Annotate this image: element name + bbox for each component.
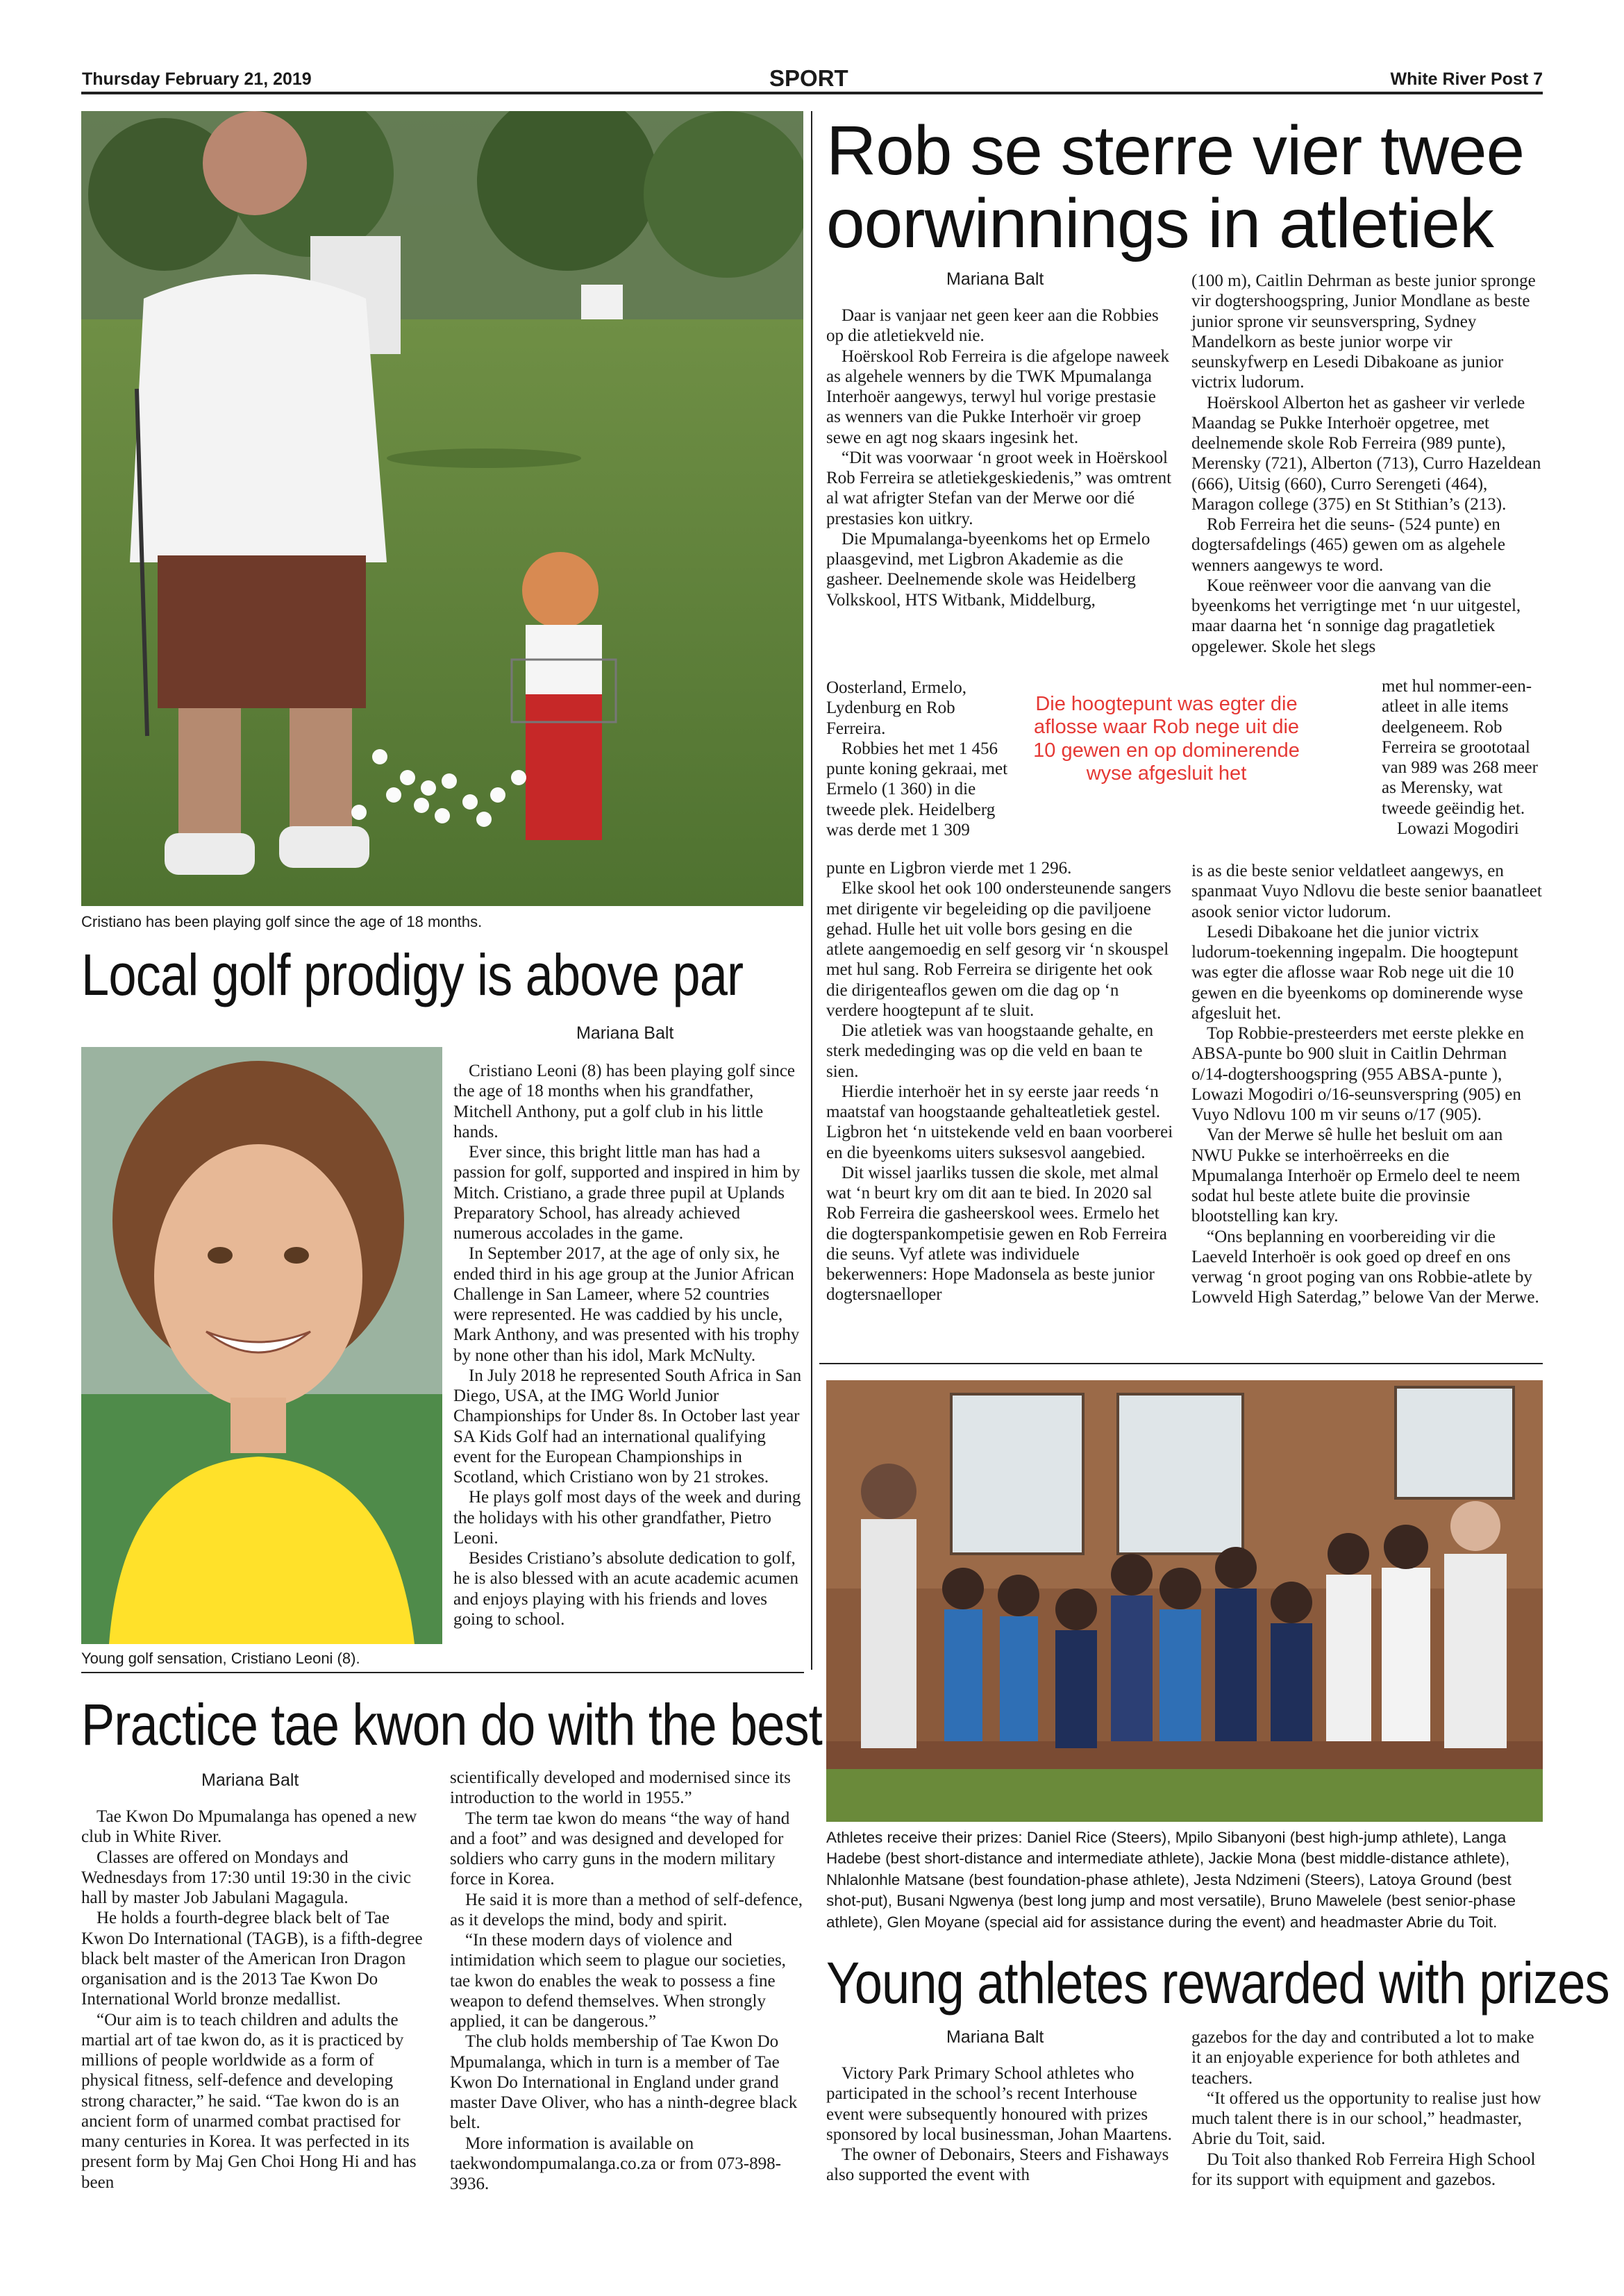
paragraph: Elke skool het ook 100 ondersteunende sangers met dirigente vir begeleiding op die paviljoene gehad. Hulle het uit volle bors gesing en die atlete aangemoedig en self gesorg vir ‘n skouspel met hul sang. Rob Ferreira se dirigente het ook die dirigenteaflos gewen om die dag op ‘n verdere hoogtepunt af te sluit. — [826, 879, 1171, 1020]
section-rule — [819, 1363, 1543, 1364]
paragraph: Ever since, this bright little man has had a passion for golf, supported and inspired in him by Mitch. Cristiano, a grade three pupil at Uplands Preparatory School, has already achieved numerous accolades in the game. — [453, 1143, 801, 1243]
taekwondo-column-1 — [81, 1807, 432, 2193]
paragraph: punte en Ligbron vierde met 1 296. — [826, 859, 1072, 878]
paragraph: “In these modern days of violence and intimidation which seem to plague our societies, tae kwon do enables the weak to possess a fine weapon to defend themselves. When strongly applied, it can be dangerous.” — [450, 1931, 786, 2031]
paragraph: “Our aim is to teach children and adults the martial art of tae kwon do, as it is practiced by millions of people worldwide as a form of physical fitness, self-defence and developing strong character,” he said. “Tae kwon do is an ancient form of unarmed combat practised for many centuries in Korea. It was perfected in its present form by Maj Gen Choi Hong Hi and has been — [81, 2010, 417, 2192]
paragraph: In September 2017, at the age of only six, he ended third in his age group at the Junior African Challenge in San Lameer, where 52 countries were represented. He was caddied by his uncle, Mark Anthony, and was presented with his trophy by none other than his idol, Mark McNulty. — [453, 1244, 800, 1365]
section-label: SPORT — [769, 65, 848, 91]
prize-photo-caption: Athletes receive their prizes: Daniel Rice (Steers), Mpilo Sibanyoni (best high-jump athlete), Langa Hadebe (best short-distance and intermediate athlete), Jackie Mona (best middle-distance athlete), Nhlalonhle Matsane (best foundation-phase athlete), Jesta Ndzimeni (Steers), Latoya Ground (best shot-put), Busani Ngwenya (best long jump and most versatile), Bruno Mawelele (best senior-phase athlete), Glen Moyane (special aid for assistance during the event) and headmaster Abrie du Toit. — [826, 1829, 1516, 1931]
paragraph: gazebos for the day and contributed a lot to make it an enjoyable experience for both athletes and teachers. — [1191, 2028, 1534, 2088]
paragraph: “Dit was voorwaar ‘n groot week in Hoërskool Rob Ferreira se atletiekgeskiedenis,” was omtrent al wat afrigter Stefan van der Merwe oor dié prestasies kon uitkry. — [826, 448, 1172, 528]
golf-headline: Local golf prodigy is above par — [81, 942, 744, 1007]
paragraph: Victory Park Primary School athletes who participated in the school’s recent Interhouse event were subsequently honoured with prizes sponsored by local businessman, Johan Maartens. — [826, 2064, 1172, 2144]
paragraph: In July 2018 he represented South Africa in San Diego, USA, at the IMG World Junior Championships for Under 8s. In October last year SA Kids Golf had an international qualifying event for the European Championships in Scotland, which Cristiano won by 21 strokes. — [453, 1366, 802, 1486]
paragraph: Cristiano Leoni (8) has been playing golf since the age of 18 months when his grandfather, Mitchell Anthony, put a golf club in his little hands. — [453, 1062, 796, 1141]
paragraph: Robbies het met 1 456 punte koning gekraai, met Ermelo (1 360) in die tweede plek. Heidelberg was derde met 1 309 — [826, 739, 1008, 839]
issue-date: Thursday February 21, 2019 — [82, 69, 312, 89]
paragraph: Lowazi Mogodiri — [1397, 819, 1519, 838]
pull-quote: Die hoogtepunt was egter die aflosse waar Rob nege uit die 10 gewen en op dominerende wyse afgesluit het — [1033, 693, 1300, 785]
paragraph: Dit wissel jaarliks tussen die skole, met almal wat ‘n beurt kry om dit aan te bied. In 2020 sal Rob Ferreira die gasheerskool wees. Ermelo het die dogterspankompetisie gewen en Rob Ferreira die seuns. Vyf atlete was individuele bekerwenners: Hope Madonsela as beste junior dogtersnaelloper — [826, 1163, 1167, 1305]
golf-byline: Mariana Balt — [576, 1023, 674, 1043]
paragraph: Koue reënweer voor die aanvang van die byeenkoms het verrigtinge met ‘n uur uitgestel, maar daarna het ‘n sonnige dag pragatletiek opgelewer. Skole het slegs — [1191, 576, 1521, 656]
athletics-column-2-narrow — [1382, 676, 1543, 839]
prize-group-photo — [826, 1380, 1543, 1822]
athletics-headline-line: oorwinnings in atletiek — [826, 185, 1493, 262]
prizes-column-1 — [826, 2063, 1173, 2186]
column-divider — [811, 111, 812, 1670]
athletics-column-2 — [1191, 271, 1543, 657]
paragraph: Top Robbie-presteerders met eerste plekke en ABSA-punte bo 900 sluit in Caitlin Dehrman o/14-dogtershoogspring (955 ABSA-punte ), Lowazi Mogodiri o/16-seunsverspring (905) en Vuyo Ndlovu 100 m vir seuns o/17 (905). — [1191, 1024, 1525, 1124]
paragraph: Daar is vanjaar net geen keer aan die Robbies op die atletiekveld nie. — [826, 306, 1159, 346]
taekwondo-byline: Mariana Balt — [201, 1770, 299, 1790]
paragraph: Tae Kwon Do Mpumalanga has opened a new club in White River. — [81, 1807, 417, 1847]
paragraph: “Ons beplanning en voorbereiding vir die Laeveld Interhoër is ook goed op dreef en ons verwag ‘n groot poging van ons Robbie-atlete by Lowveld High Saterdag,” belowe Van der Merwe. — [1191, 1227, 1539, 1307]
athletics-column-1 — [826, 305, 1173, 610]
paragraph: Die Mpumalanga-byeenkoms het op Ermelo plaasgevind, met Ligbron Akademie as die gasheer. Deelnemende skole was Heidelberg Volkskool, HTS Witbank, Middelburg, — [826, 529, 1150, 610]
paragraph: Die atletiek was van hoogstaande gehalte, en sterk mededinging was op die veld en baan te sien. — [826, 1021, 1154, 1081]
athletics-column-2-continued — [1191, 861, 1543, 1308]
prizes-byline: Mariana Balt — [946, 2027, 1044, 2047]
athletics-column-1-continued — [826, 858, 1173, 1305]
taekwondo-column-2 — [450, 1768, 804, 2194]
athletics-column-1-narrow — [826, 678, 1014, 840]
golf-putting-photo — [81, 111, 803, 906]
paragraph: Rob Ferreira het die seuns- (524 punte) en dogtersafdelings (465) gewen om as algehele wenners aangewys te word. — [1191, 515, 1505, 575]
taekwondo-headline: Practice tae kwon do with the best — [81, 1692, 822, 1757]
paragraph: The term tae kwon do means “the way of hand and a foot” and was designed and developed for soldiers who carry guns in the modern military force in Korea. — [450, 1809, 790, 1889]
paragraph: Hoërskool Alberton het as gasheer vir verlede Maandag se Pukke Interhoër opgetree, met deelnemende skole Rob Ferreira (989 punte), Merensky (721), Alberton (713), Curro Hazeldean (666), Uitsig (660), Curro Serengeti (464), Maragon college (375) en St Stithian’s (213). — [1191, 393, 1541, 514]
golf-portrait-photo — [81, 1047, 442, 1644]
golf-article-body — [453, 1061, 804, 1629]
paragraph: Hoërskool Rob Ferreira is die afgelope naweek as algehele wenners by die TWK Mpumalanga Interhoër aangewys, terwyl hul vorige prestasie as wenners van die Pukke Interhoër vir groep sewe en agt nog skaars ingesink het. — [826, 346, 1170, 447]
paragraph: Oosterland, Ermelo, Lydenburg en Rob Ferreira. — [826, 678, 967, 738]
paragraph: Besides Cristiano’s absolute dedication to golf, he is also blessed with an acute academic acumen and enjoys playing with his friends and loves going to school. — [453, 1549, 799, 1629]
paragraph: (100 m), Caitlin Dehrman as beste junior spronge vir dogtershoogspring, Junior Mondlane as beste junior sprone vir seunsverspring, Sydney Mandelkorn as beste junior worpe vir seunskyfwerp en Lesedi Dibakoane as junior victrix ludorum. — [1191, 271, 1536, 392]
page-number: White River Post 7 — [1390, 69, 1543, 89]
section-rule — [81, 1672, 804, 1673]
golf-portrait-caption: Young golf sensation, Cristiano Leoni (8). — [81, 1650, 360, 1667]
athletics-headline-line: Rob se sterre vier twee — [826, 112, 1525, 190]
paragraph: met hul nommer-een-atleet in alle items deelgeneem. Rob Ferreira se groototaal van 989 was 268 meer as Merensky, wat tweede geëindig het. — [1382, 677, 1538, 818]
paragraph: Lesedi Dibakoane het die junior victrix ludorum-toekenning ingepalm. Die hoogtepunt was egter die aflosse waar Rob nege uit die 10 gewen en die byeenkoms op dominerende wyse afgesluit het. — [1191, 922, 1523, 1023]
paragraph: He plays golf most days of the week and during the holidays with his other grandfather, Pietro Leoni. — [453, 1488, 801, 1548]
paragraph: He said it is more than a method of self-defence, as it develops the mind, body and spirit. — [450, 1890, 803, 1929]
paragraph: is as die beste senior veldatleet aangewys, en spanmaat Vuyo Ndlovu die beste senior baanatleet asook senior victor ludorum. — [1191, 862, 1542, 921]
header-rule — [81, 92, 1543, 94]
paragraph: He holds a fourth-degree black belt of Tae Kwon Do International (TAGB), is a fifth-degree black belt master of the American Iron Dragon organisation and is the 2013 Tae Kwon Do International World bronze medallist. — [81, 1909, 423, 2009]
paragraph: scientifically developed and modernised since its introduction to the world in 1955.” — [450, 1768, 791, 1808]
golf-photo-caption: Cristiano has been playing golf since the age of 18 months. — [81, 913, 483, 930]
athletics-headline — [826, 112, 1525, 262]
paragraph: “It offered us the opportunity to realise just how much talent there is in our school,” headmaster, Abrie du Toit, said. — [1191, 2088, 1541, 2149]
paragraph: More information is available on taekwondompumalanga.co.za or from 073-898-3936. — [450, 2134, 781, 2193]
paragraph: Du Toit also thanked Rob Ferreira High School for its support with equipment and gazebos. — [1191, 2150, 1536, 2189]
prizes-headline: Young athletes rewarded with prizes — [826, 1950, 1609, 2016]
paragraph: Van der Merwe sê hulle het besluit om aan NWU Pukke se interhoërreeks en die Mpumalanga Interhoër op Ermelo deel te neem sodat hul beste atlete buite die provinsie blootstelling kan kry. — [1191, 1125, 1521, 1226]
prizes-column-2 — [1191, 2027, 1543, 2190]
paragraph: Hierdie interhoër het in sy eerste jaar reeds ‘n maatstaf van hoogstaande gehalteatletiek gestel. Ligbron het ‘n uitstekende veld en baan voorberei en die byeenkoms uiters suksesvol aangebied. — [826, 1082, 1173, 1162]
paragraph: The club holds membership of Tae Kwon Do Mpumalanga, which in turn is a member of Tae Kwon Do International in England under grand master Dave Oliver, who has a ninth-degree black belt. — [450, 2032, 798, 2133]
paragraph: The owner of Debonairs, Steers and Fishaways also supported the event with — [826, 2145, 1169, 2185]
paragraph: Classes are offered on Mondays and Wednesdays from 17:30 until 19:30 in the civic hall by master Job Jabulani Magagula. — [81, 1847, 411, 1907]
athletics-byline: Mariana Balt — [946, 269, 1044, 289]
